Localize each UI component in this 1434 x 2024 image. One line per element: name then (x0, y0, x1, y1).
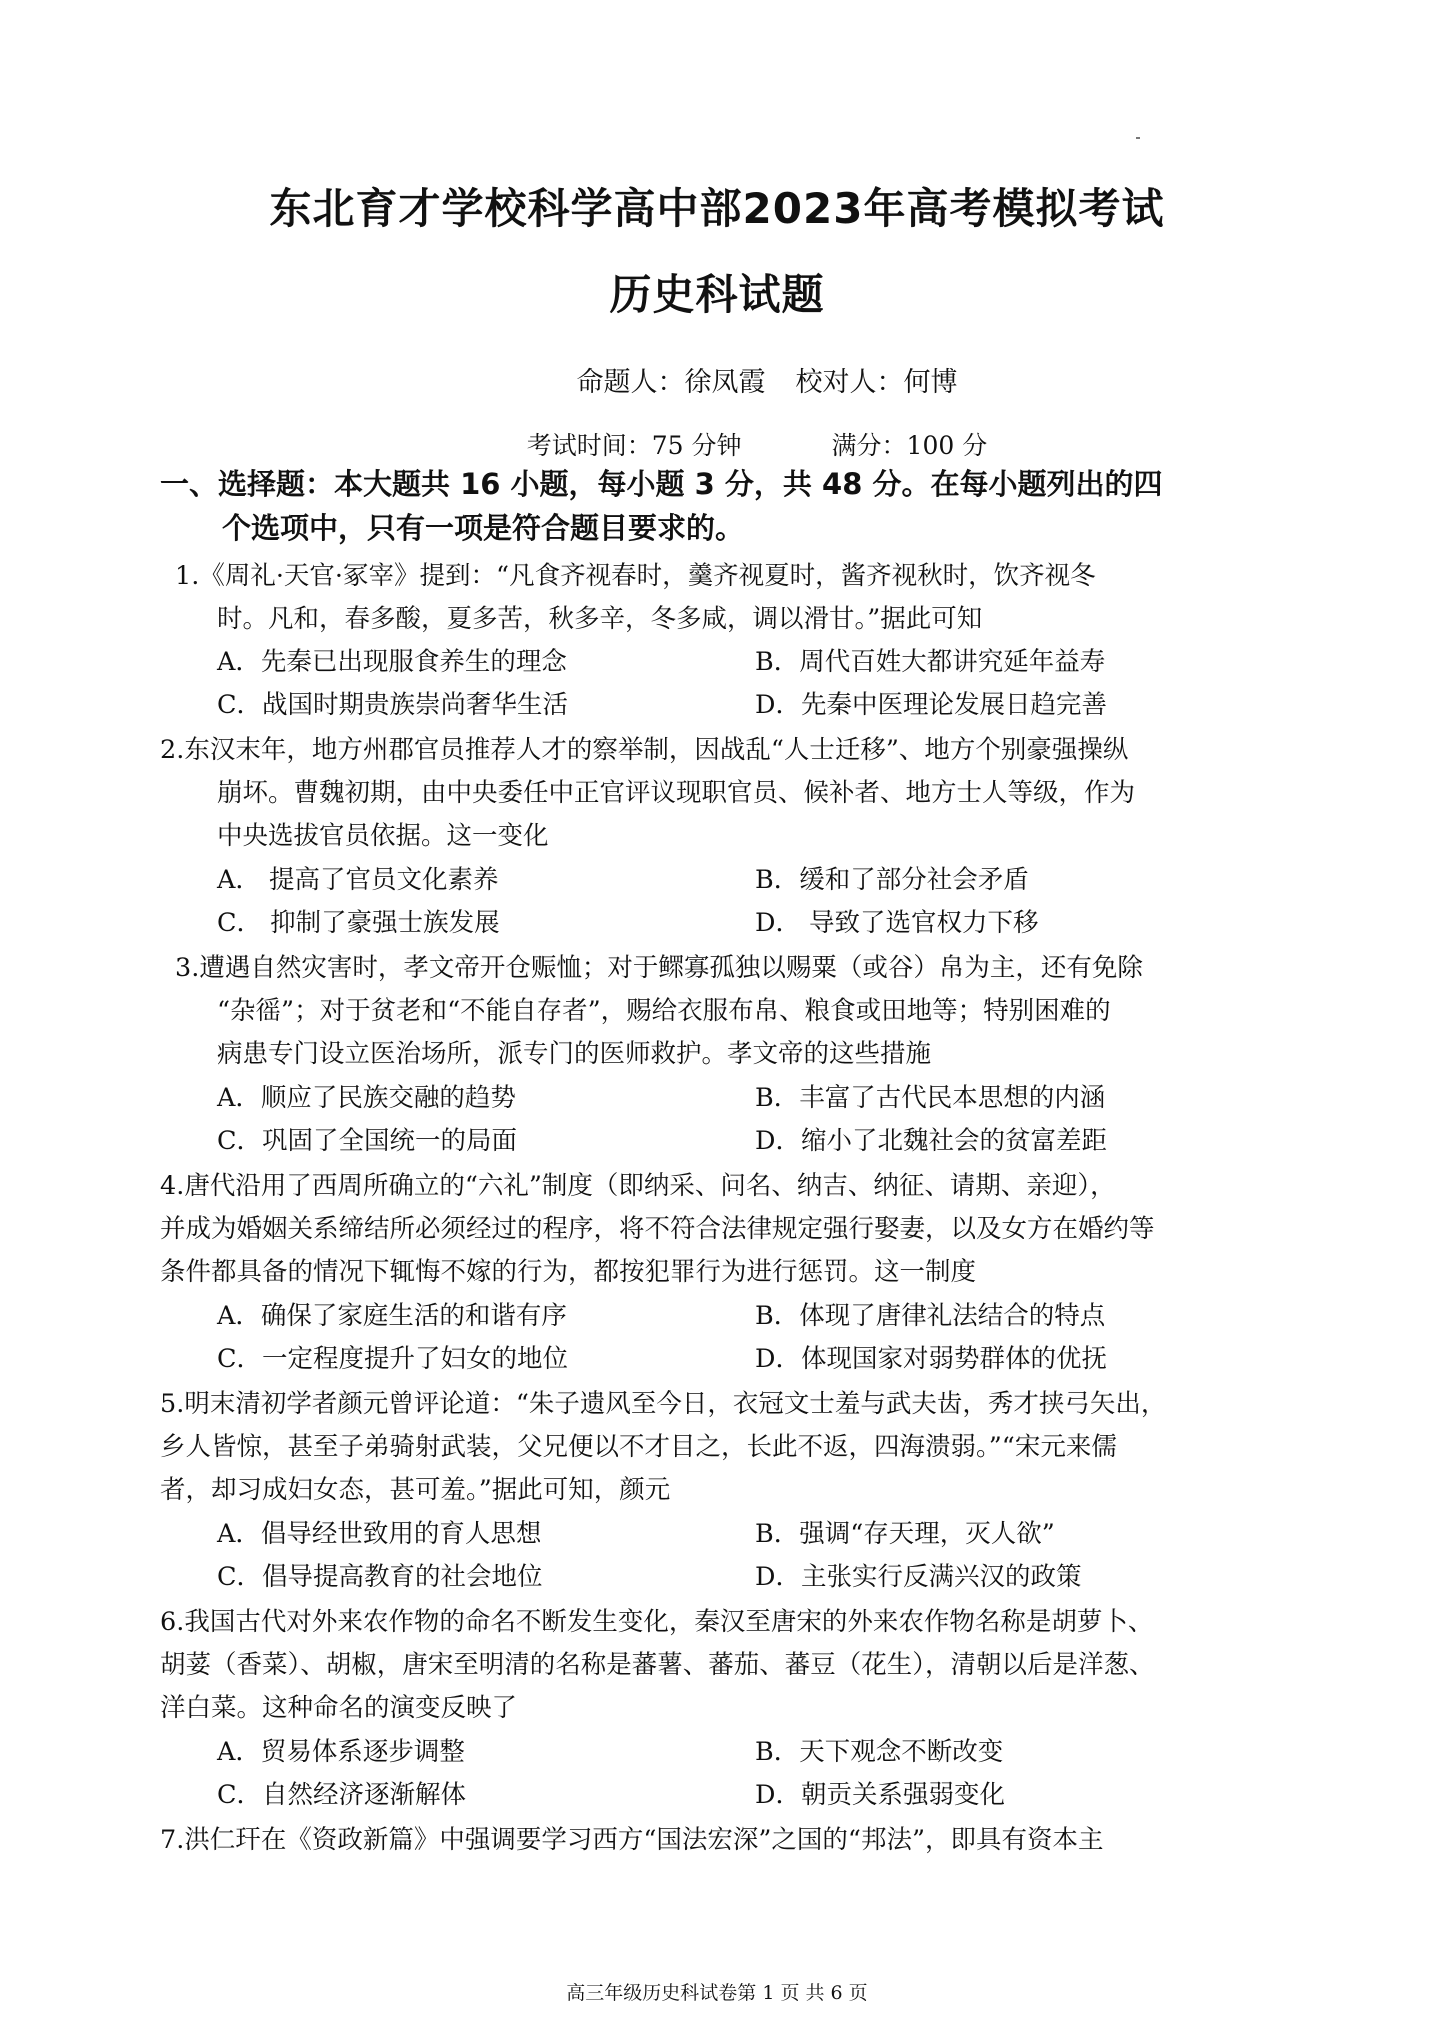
exam-subtitle: 历史科试题 (609, 270, 825, 319)
question-5-option-c: C．倡导提高教育的社会地位 (217, 1562, 543, 1592)
section-one-heading (160, 462, 1280, 550)
question-4-option-d: D．体现国家对弱势群体的优抚 (755, 1344, 1107, 1374)
question-6-option-c: C．自然经济逐渐解体 (217, 1780, 467, 1810)
proofreader: 校对人：何博 (795, 367, 958, 398)
question-1-option-d: D．先秦中医理论发展日趋完善 (755, 690, 1107, 720)
question-2-option-a: A． 提高了官员文化素养 (217, 865, 499, 895)
question-2-option-b: B．缓和了部分社会矛盾 (755, 865, 1029, 895)
question-4-option-a: A．确保了家庭生活的和谐有序 (217, 1301, 567, 1331)
question-3-line-1: 3.遭遇自然灾害时，孝文帝开仓赈恤；对于鳏寡孤独以赐粟（或谷）帛为主，还有免除 (175, 953, 1143, 983)
question-3-option-a: A．顺应了民族交融的趋势 (217, 1083, 516, 1113)
question-6-option-a: A．贸易体系逐步调整 (217, 1737, 465, 1767)
question-7-line-1: 7.洪仁玕在《资政新篇》中强调要学习西方“国法宏深”之国的“邦法”，即具有资本主 (160, 1825, 1104, 1855)
question-4-option-b: B．体现了唐律礼法结合的特点 (755, 1301, 1106, 1331)
question-6-option-b: B．天下观念不断改变 (755, 1737, 1004, 1767)
question-1-option-b: B．周代百姓大都讲究延年益寿 (755, 647, 1106, 677)
question-5-line-2: 乡人皆惊，甚至子弟骑射武装，父兄便以不才目之，长此不返，四海溃弱。”“宋元来儒 (160, 1432, 1117, 1462)
question-6-line-1: 6.我国古代对外来农作物的命名不断发生变化，秦汉至唐宋的外来农作物名称是胡萝卜、 (160, 1607, 1154, 1637)
exam-info-line (40, 426, 1434, 462)
question-5-option-b: B．强调“存天理，灭人欲” (755, 1519, 1055, 1549)
question-2-option-d: D． 导致了选官权力下移 (755, 908, 1039, 938)
question-4-line-1: 4.唐代沿用了西周所确立的“六礼”制度（即纳采、问名、纳吉、纳征、请期、亲迎）， (160, 1171, 1116, 1201)
question-6-line-2: 胡荽（香菜）、胡椒，唐宋至明清的名称是蕃薯、蕃茄、蕃豆（花生），清朝以后是洋葱、 (160, 1650, 1155, 1680)
question-1-line-1: 1.《周礼·天官·冢宰》提到：“凡食齐视春时，羹齐视夏时，酱齐视秋时，饮齐视冬 (175, 561, 1096, 591)
question-3-line-2: “杂徭”；对于贫老和“不能自存者”，赐给衣服布帛、粮食或田地等；特别困难的 (217, 996, 1111, 1026)
authors-line (50, 360, 1434, 399)
question-5-option-a: A．倡导经世致用的育人思想 (217, 1519, 542, 1549)
exam-time: 考试时间：75 分钟 (526, 431, 742, 460)
question-6-option-d: D．朝贡关系强弱变化 (755, 1780, 1005, 1810)
question-3-option-c: C．巩固了全国统一的局面 (217, 1126, 518, 1156)
question-4-line-2: 并成为婚姻关系缔结所必须经过的程序，将不符合法律规定强行娶妻，以及女方在婚约等 (160, 1214, 1155, 1244)
scan-mark (1136, 137, 1140, 139)
question-5-line-1: 5.明末清初学者颜元曾评论道：“朱子遗风至今日，衣冠文士羞与武夫齿，秀才挟弓矢出， (160, 1389, 1167, 1419)
question-2-line-1: 2.东汉末年，地方州郡官员推荐人才的察举制，因战乱“人士迁移”、地方个别豪强操纵 (160, 735, 1129, 765)
question-2-option-c: C． 抑制了豪强士族发展 (217, 908, 500, 938)
question-3-option-b: B．丰富了古代民本思想的内涵 (755, 1083, 1106, 1113)
question-2-line-3: 中央选拔官员依据。这一变化 (217, 821, 549, 851)
question-3-option-d: D．缩小了北魏社会的贫富差距 (755, 1126, 1107, 1156)
exam-full-score: 满分：100 分 (831, 431, 988, 460)
page-footer: 高三年级历史科试卷第 1 页 共 6 页 (566, 1982, 868, 2004)
question-4-option-c: C．一定程度提升了妇女的地位 (217, 1344, 569, 1374)
question-1-option-c: C．战国时期贵族崇尚奢华生活 (217, 690, 569, 720)
question-4-line-3: 条件都具备的情况下辄悔不嫁的行为，都按犯罪行为进行惩罚。这一制度 (160, 1257, 977, 1287)
question-setter: 命题人：徐凤霞 (576, 367, 766, 398)
question-2-line-2: 崩坏。曹魏初期，由中央委任中正官评议现职官员、候补者、地方士人等级，作为 (217, 778, 1136, 808)
question-6-line-3: 洋白菜。这种命名的演变反映了 (160, 1693, 518, 1723)
section-one-line-2: 个选项中，只有一项是符合题目要求的。 (222, 511, 745, 545)
question-1-option-a: A．先秦已出现服食养生的理念 (217, 647, 567, 677)
question-5-line-3: 者，却习成妇女态，甚可羞。”据此可知，颜元 (160, 1475, 671, 1505)
question-1-line-2: 时。凡和，春多酸，夏多苦，秋多辛，冬多咸，调以滑甘。”据此可知 (217, 604, 983, 634)
question-5-option-d: D．主张实行反满兴汉的政策 (755, 1562, 1082, 1592)
question-3-line-3: 病患专门设立医治场所，派专门的医师救护。孝文帝的这些措施 (217, 1039, 932, 1069)
section-one-line-1: 一、选择题：本大题共 16 小题，每小题 3 分，共 48 分。在每小题列出的四 (160, 467, 1163, 501)
exam-title: 东北育才学校科学高中部2023年高考模拟考试 (269, 184, 1165, 233)
